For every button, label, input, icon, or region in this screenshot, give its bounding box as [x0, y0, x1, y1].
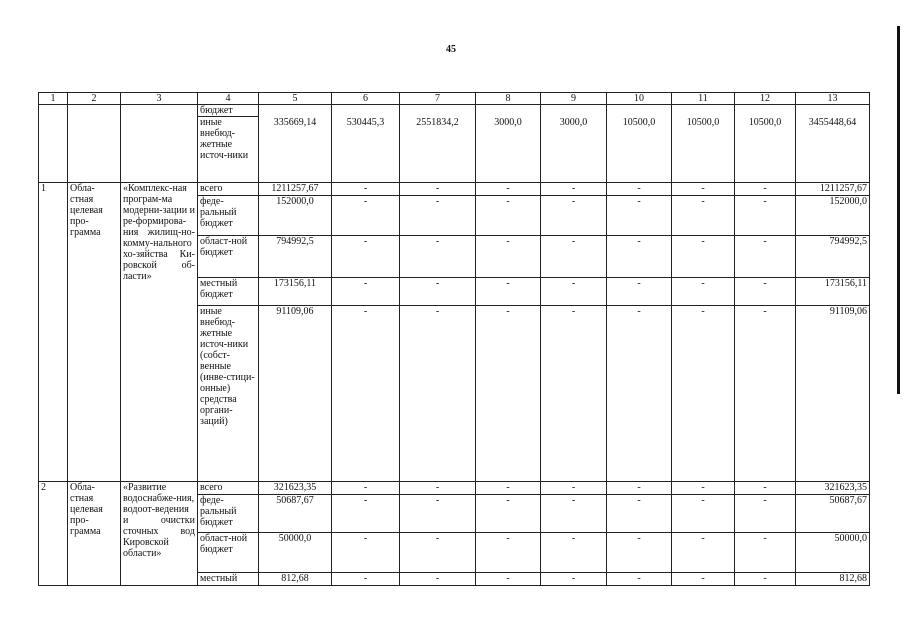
header-row — [39, 93, 870, 105]
value-cell: 3000,0 — [541, 117, 607, 183]
total-cell: 50000,0 — [796, 533, 870, 573]
dash-cell: - — [400, 196, 476, 236]
total-cell: 152000,0 — [796, 196, 870, 236]
row-number-cell — [39, 105, 68, 183]
program-name-cell: «Развитие водоснабже-ния, водоот-ведения и очистки сточных вод Кировской области» — [121, 482, 198, 586]
dash-cell: - — [400, 533, 476, 573]
source-cell: всего — [198, 482, 259, 495]
value-cell: 3455448,64 — [796, 117, 870, 183]
dash-cell: - — [400, 236, 476, 278]
dash-cell: - — [672, 573, 735, 586]
dash-cell: - — [672, 533, 735, 573]
dash-cell: - — [672, 482, 735, 495]
program-type-cell: Обла-стная целевая про-грамма — [68, 183, 121, 482]
dash-cell: - — [476, 482, 541, 495]
dash-cell: - — [541, 573, 607, 586]
dash-cell: - — [332, 196, 400, 236]
source-cell: всего — [198, 183, 259, 196]
dash-cell: - — [607, 573, 672, 586]
dash-cell: - — [332, 573, 400, 586]
value-cell: 794992,5 — [259, 236, 332, 278]
funding-table — [38, 92, 870, 586]
dash-cell: - — [541, 183, 607, 196]
header-cell: 11 — [672, 93, 735, 105]
total-cell: 173156,11 — [796, 278, 870, 306]
row-number-cell: 1 — [39, 183, 68, 482]
dash-cell: - — [672, 196, 735, 236]
dash-cell: - — [541, 236, 607, 278]
row-number-cell: 2 — [39, 482, 68, 586]
page-number: 45 — [446, 44, 456, 55]
dash-cell: - — [541, 306, 607, 482]
value-cell: 10500,0 — [672, 117, 735, 183]
dash-cell: - — [541, 533, 607, 573]
table-row — [39, 183, 870, 196]
total-cell: 91109,06 — [796, 306, 870, 482]
dash-cell: - — [735, 306, 796, 482]
value-cell: 152000,0 — [259, 196, 332, 236]
value-cell: 173156,11 — [259, 278, 332, 306]
dash-cell: - — [541, 495, 607, 533]
value-cell: 530445,3 — [332, 117, 400, 183]
dash-cell: - — [541, 482, 607, 495]
table-row — [39, 105, 870, 117]
dash-cell: - — [735, 533, 796, 573]
total-cell: 321623,35 — [796, 482, 870, 495]
value-cell: 50687,67 — [259, 495, 332, 533]
dash-cell: - — [735, 236, 796, 278]
dash-cell: - — [476, 495, 541, 533]
dash-cell: - — [607, 278, 672, 306]
value-cell: 91109,06 — [259, 306, 332, 482]
value-cell: 50000,0 — [259, 533, 332, 573]
dash-cell: - — [332, 306, 400, 482]
total-cell: 1211257,67 — [796, 183, 870, 196]
dash-cell: - — [400, 495, 476, 533]
header-cell: 1 — [39, 93, 68, 105]
program-type-cell: Обла-стная целевая про-грамма — [68, 482, 121, 586]
dash-cell: - — [607, 236, 672, 278]
header-cell: 8 — [476, 93, 541, 105]
source-cell: местный — [198, 573, 259, 586]
value-cell: 1211257,67 — [259, 183, 332, 196]
total-cell: 812,68 — [796, 573, 870, 586]
source-cell: иные внебюд-жетные источ-ники — [198, 117, 259, 183]
dash-cell: - — [541, 196, 607, 236]
value-cell: 10500,0 — [735, 117, 796, 183]
dash-cell: - — [672, 306, 735, 482]
source-cell: област-ной бюджет — [198, 533, 259, 573]
dash-cell: - — [735, 482, 796, 495]
dash-cell: - — [672, 183, 735, 196]
dash-cell: - — [672, 278, 735, 306]
dash-cell: - — [476, 306, 541, 482]
header-cell: 3 — [121, 93, 198, 105]
value-cell: 3000,0 — [476, 117, 541, 183]
source-cell: феде-ральный бюджет — [198, 196, 259, 236]
dash-cell: - — [735, 196, 796, 236]
program-type-cell — [68, 105, 121, 183]
source-cell: феде-ральный бюджет — [198, 495, 259, 533]
dash-cell: - — [476, 183, 541, 196]
dash-cell: - — [400, 183, 476, 196]
dash-cell: - — [332, 495, 400, 533]
dash-cell: - — [672, 236, 735, 278]
header-cell: 13 — [796, 93, 870, 105]
header-cell: 10 — [607, 93, 672, 105]
dash-cell: - — [332, 236, 400, 278]
dash-cell: - — [332, 482, 400, 495]
margin-rule — [897, 26, 900, 394]
value-cell: 335669,14 — [259, 117, 332, 183]
header-cell: 5 — [259, 93, 332, 105]
dash-cell: - — [400, 278, 476, 306]
program-name-cell — [121, 105, 198, 183]
total-cell: 50687,67 — [796, 495, 870, 533]
value-cell: 10500,0 — [607, 117, 672, 183]
dash-cell: - — [400, 482, 476, 495]
source-cell: иные внебюд-жетные источ-ники (собст-венные (инве-стици-онные) средства органи-заций) — [198, 306, 259, 482]
dash-cell: - — [607, 533, 672, 573]
dash-cell: - — [476, 573, 541, 586]
dash-cell: - — [541, 278, 607, 306]
dash-cell: - — [735, 278, 796, 306]
header-cell: 4 — [198, 93, 259, 105]
dash-cell: - — [735, 495, 796, 533]
dash-cell: - — [672, 495, 735, 533]
dash-cell: - — [332, 278, 400, 306]
header-cell: 7 — [400, 93, 476, 105]
dash-cell: - — [735, 573, 796, 586]
value-cell: 2551834,2 — [400, 117, 476, 183]
dash-cell: - — [332, 183, 400, 196]
dash-cell: - — [607, 482, 672, 495]
dash-cell: - — [476, 196, 541, 236]
header-cell: 6 — [332, 93, 400, 105]
header-cell: 2 — [68, 93, 121, 105]
dash-cell: - — [607, 495, 672, 533]
table-row — [39, 482, 870, 495]
header-cell: 9 — [541, 93, 607, 105]
dash-cell: - — [607, 306, 672, 482]
dash-cell: - — [332, 533, 400, 573]
header-cell: 12 — [735, 93, 796, 105]
dash-cell: - — [476, 236, 541, 278]
dash-cell: - — [476, 278, 541, 306]
dash-cell: - — [735, 183, 796, 196]
dash-cell: - — [400, 573, 476, 586]
total-cell: 794992,5 — [796, 236, 870, 278]
dash-cell: - — [476, 533, 541, 573]
value-cell: 812,68 — [259, 573, 332, 586]
source-cell: бюджет — [198, 105, 259, 117]
dash-cell: - — [607, 183, 672, 196]
dash-cell: - — [607, 196, 672, 236]
source-cell: област-ной бюджет — [198, 236, 259, 278]
value-cell: 321623,35 — [259, 482, 332, 495]
dash-cell: - — [400, 306, 476, 482]
source-cell: местный бюджет — [198, 278, 259, 306]
program-name-cell: «Комплекс-ная програм-ма модерни-зации и ре-формирова-ния жилищ-но-комму-нального хо-зяйства Ки-ровской об-ласти» — [121, 183, 198, 482]
